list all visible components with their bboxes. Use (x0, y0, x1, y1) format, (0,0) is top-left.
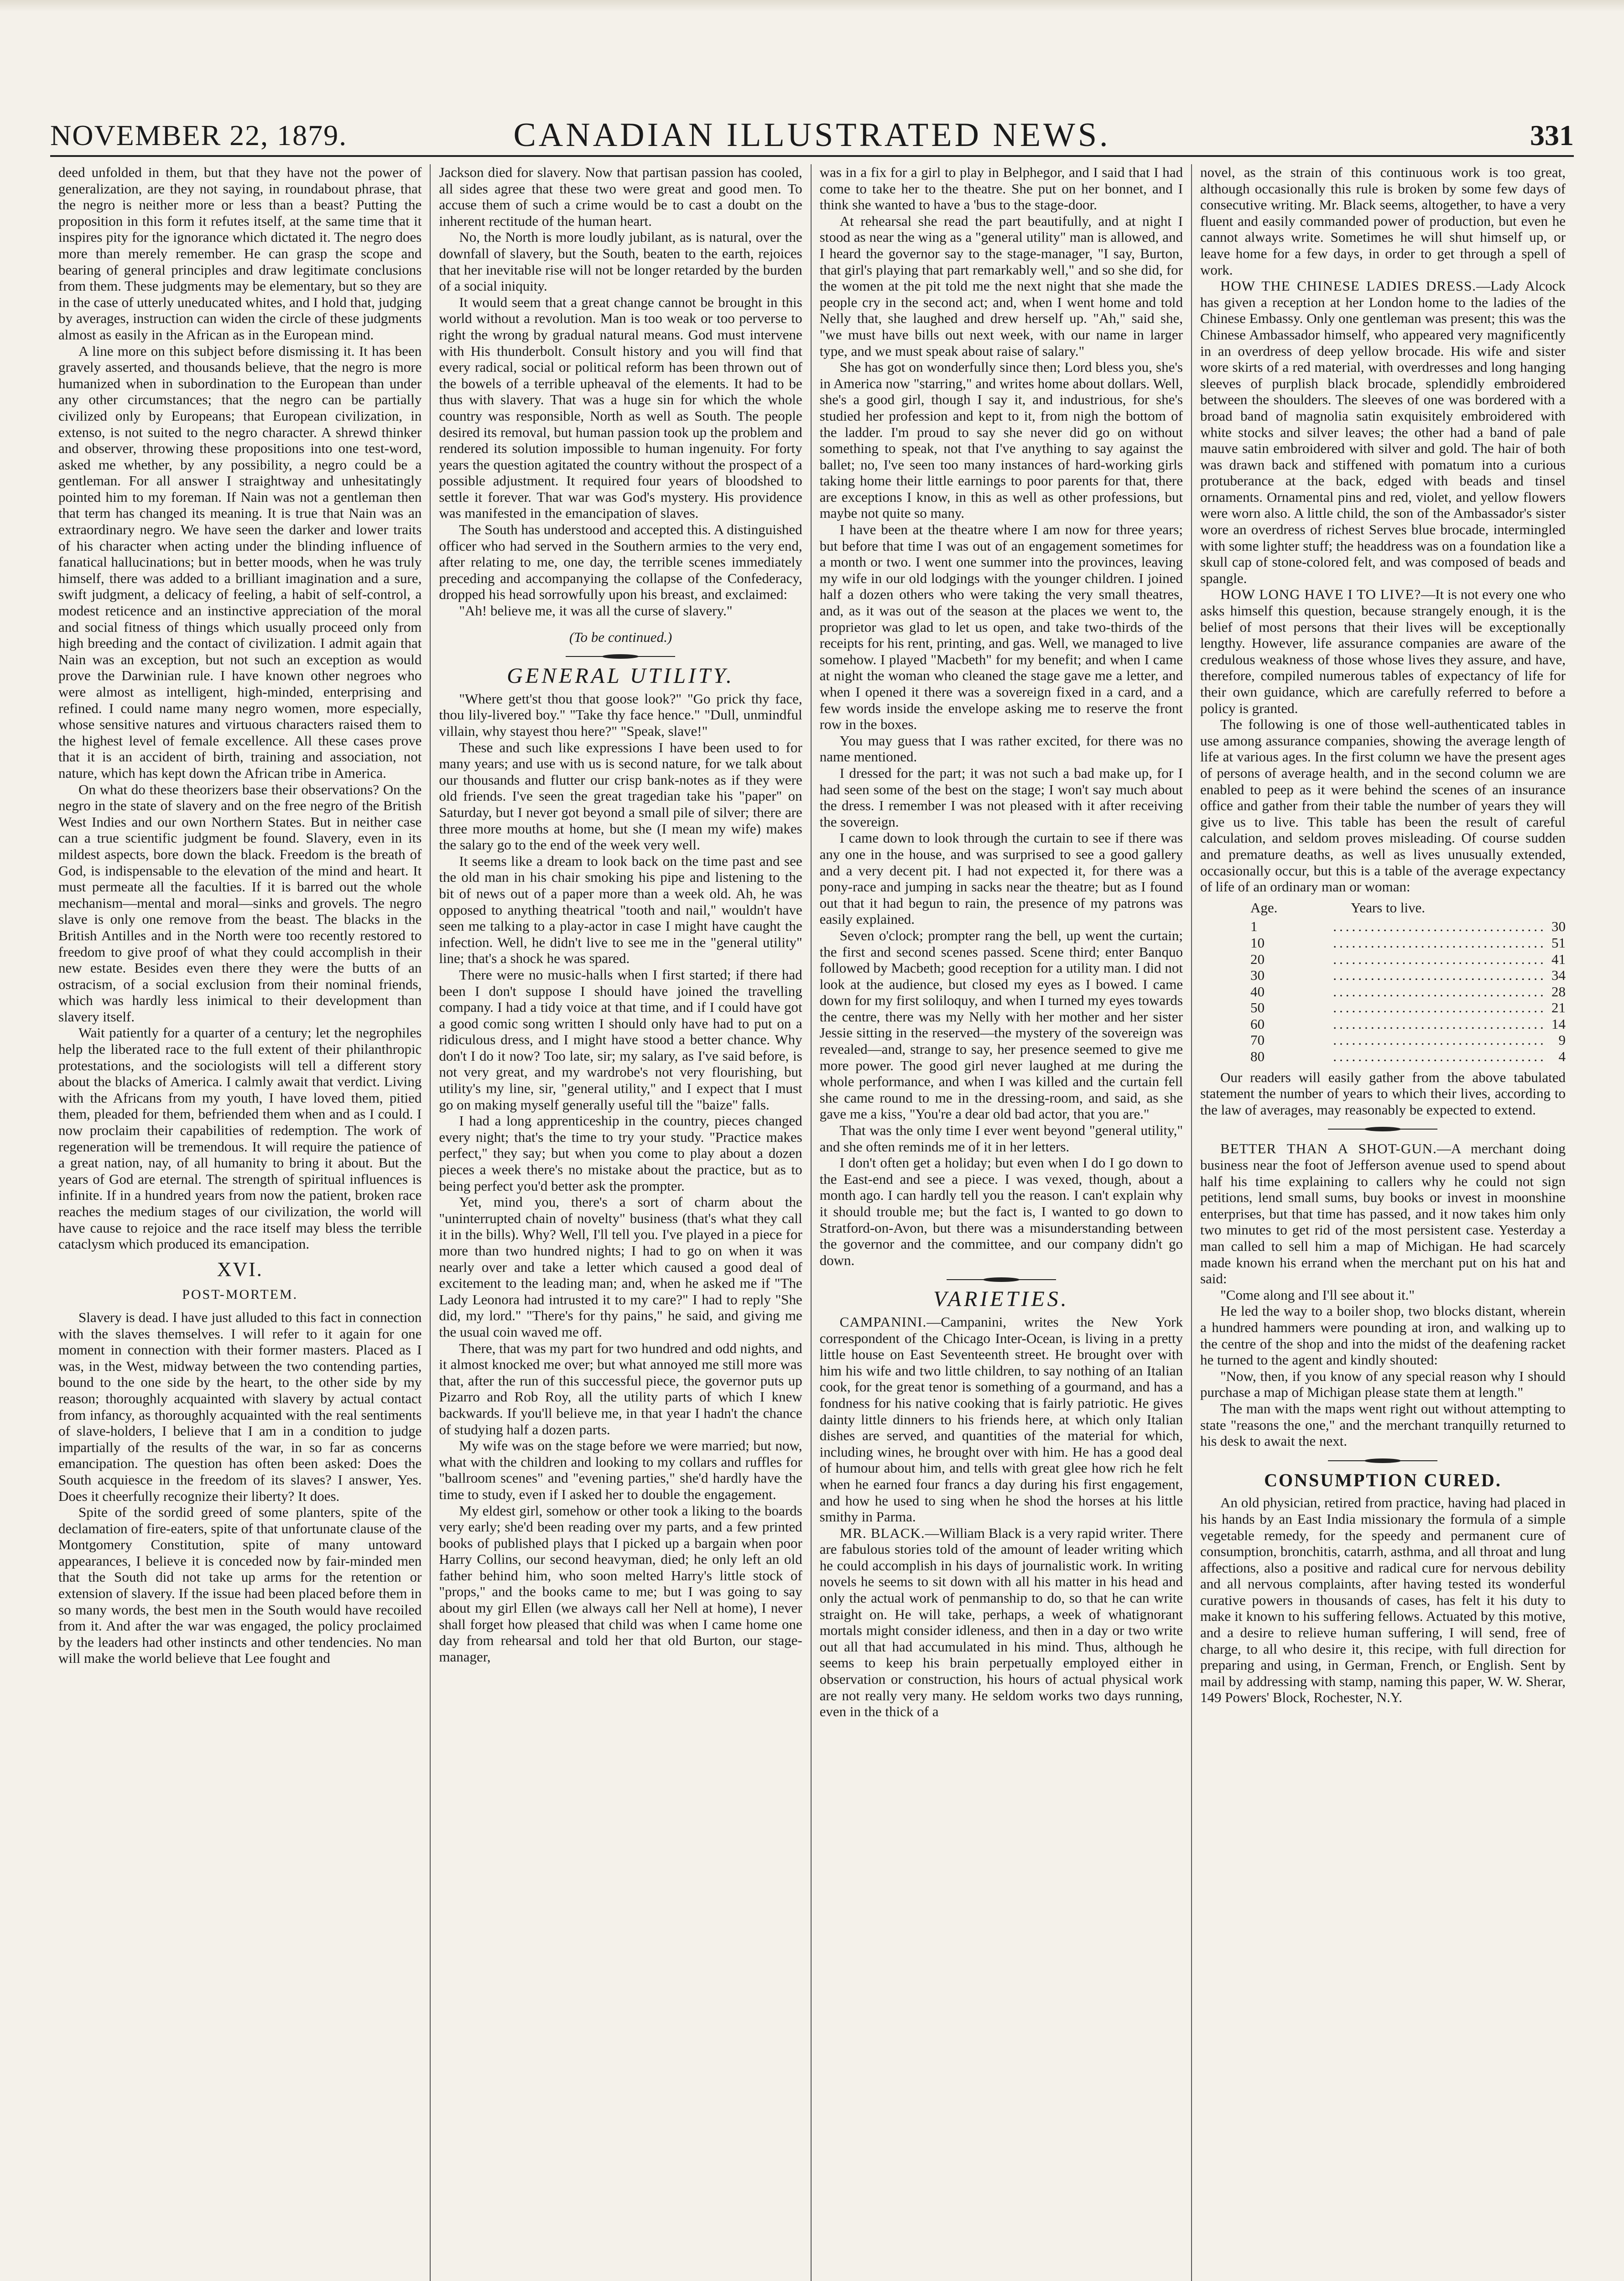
item-text: —Lady Alcock has given a reception at her London home to the ladies of the Chinese Embassy. Only one gentleman was present; this was the Chinese Ambassador himself, who appeared very magnificently in an overdress of deep yellow brocade. His wife and sister wore skirts of a red material, with overdresses and long hanging sleeves of purplish black brocade, splendidly embroidered between the shoulders. The sleeves of one was bordered with a broad band of magnolia satin exquisitely embroidered with white stocks and silver leaves; the other had a band of pale mauve satin embroidered with silver and gold. The hair of both was drawn back and stiffened with pomatum into a curious protuberance at the back, edged with beads and tinsel ornaments. Ornamental pins and red, violet, and yellow flowers were worn also. A little child, the son of the Ambassador's sister wore an overdress of richest Serves blue brocade, intermingled with some lighter stuff; the headdress was on a foundation like a skull cap of stone-colored felt, and was composed of beads and spangle. (1200, 278, 1566, 586)
paragraph: A line more on this subject before dismissing it. It has been gravely asserted, and thousands believe, that the negro is more humanized when in subordination to the European than under any other circumstances; that the negro can be partially civilized only by Europeans; that European civilization, in extenso, is not suited to the negro character. A shrewd thinker and observer, throwing these propositions into one test-word, asked me whether, by any possibility, a negro could be a gentleman. For all answer I straightway and unhesitatingly pointed him to my foreman. If Nain was not a gentleman then that term has changed its meaning. It is true that Nain was an extraordinary negro. We have seen the darker and lower traits of his character when acting under the blinding influence of fanatical hallucinations; but in better moods, when he was truly himself, there was added to a brilliant imagination and a sure, swift judgment, a delicacy of feeling, a habit of self-control, a modest reticence and an instinctive appreciation of the moral and social fitness of things which usually proceed only from high breeding and the contact of civilization. I admit again that Nain was an exception, but not such an exception as would prove the Darwinian rule. I have known other negroes who were almost as intelligent, high-minded, enterprising and refined. I could name many negro women, more especially, whose sensitive natures and virtuous characters raised them to the highest level of female excellence. All these cases prove that it is an accident of birth, training and association, not nature, which has kept down the African tribe in America. (58, 343, 422, 781)
paragraph (1200, 278, 1566, 586)
paragraph: deed unfolded in them, but that they have not the power of generalization, are they not saying, in roundabout phrase, that the negro is neither more or less than a beast? Putting the proposition in this form it refutes itself, at the same time that it inspires pity for the ignorance which dictated it. The negro does more than merely remember. He can grasp the scope and bearing of general principles and draw legitimate conclusions from them. These judgments may be elementary, but so they are in the case of utterly uneducated whites, and I hold that, judging by averages, instruction can widen the circle of these judgments almost as easily in the African as in the European mind. (58, 164, 422, 343)
column-1 (50, 164, 431, 2281)
leader-dots: .................................. (1333, 918, 1546, 935)
paragraph (820, 1314, 1183, 1525)
paragraph: My eldest girl, somehow or other took a liking to the boards very early; she'd been reading over my parts, and a few printed books of published plays that I picked up a bargain when poor Harry Collins, our second heavyman, died; he only left an old father behind him, who soon melted Harry's little stock of "props," and the books came to me; but I was going to say about my girl Ellen (we always call her Nell at home), I never shall forget how pleased that child was when I came home one day from rehearsal and told her that old Burton, our stage-manager, (439, 1502, 802, 1665)
section-divider (1328, 1129, 1437, 1130)
age-cell: 70 (1250, 1032, 1265, 1048)
paragraph: Spite of the sordid greed of some planters, spite of the declamation of fire-eaters, spite of that unfortunate clause of the Montgomery Constitution, spite of many untoward appearances, I believe it is conceded now by fair-minded men that the South did not take up arms for the retention or extension of slavery. If the issue had been placed before them in so many words, the best men in the South would have recoiled from it. And after the war was engaged, the policy proclaimed by the leaders had other instincts and other tendencies. No man will make the world believe that Lee fought and (58, 1504, 422, 1666)
years-cell: 21 (1551, 1000, 1566, 1016)
table-row (1218, 984, 1566, 1000)
paragraph: On what do these theorizers base their observations? On the negro in the state of slavery and on the free negro of the British West Indies and our own Northern States. But in neither case can a true scientific judgment be found. Slavery, even in its mildest aspects, bore down the black. Freedom is the breath of God, is indispensable to the elevation of the mind and heart. It must permeate all the faculties. If it is barred out the whole mechanism—mental and moral—sinks and grovels. The negro slave is only one remove from the beast. The blacks in the British Antilles and in the North were too recently restored to freedom to give proof of what they could accomplish in their new estate. Besides even there they were the butts of an ostracism, of a social exclusion from their nominal friends, which was hardly less inimical to their development than slavery itself. (58, 781, 422, 1025)
table-row (1218, 1000, 1566, 1016)
item-lead: HOW LONG HAVE I TO LIVE? (1220, 586, 1421, 603)
table-row (1218, 1016, 1566, 1032)
table-row (1218, 935, 1566, 951)
table-header (1218, 900, 1566, 916)
years-cell: 30 (1551, 918, 1566, 935)
age-cell: 40 (1250, 983, 1265, 1000)
table-row (1218, 1048, 1566, 1065)
paragraph: "Where gett'st thou that goose look?" "Go prick thy face, thou lily-livered boy." "Take thy face hence." "Dull, unmindful villain, why stayest thou here?" "Speak, slave!" (439, 690, 802, 739)
paragraph: No, the North is more loudly jubilant, as is natural, over the downfall of slavery, but the South, beaten to the earth, rejoices that her inevitable rise will not be longer retarded by the burden of a social iniquity. (439, 229, 802, 294)
article-columns (50, 164, 1574, 2281)
age-cell: 30 (1250, 967, 1265, 984)
paragraph: novel, as the strain of this continuous work is too great, although occasionally this rule is broken by some few days of consecutive writing. Mr. Black seems, altogether, to have a very fluent and easily commanded power of production, but even he cannot always write. Sometimes he will shut himself up, or leave home for a few days, in order to get through a spell of work. (1200, 164, 1566, 278)
leader-dots: .................................. (1333, 967, 1546, 984)
paragraph: Slavery is dead. I have just alluded to this fact in connection with the slaves themselves. I will refer to it again for one moment in connection with their former masters. Placed as I was, in the West, midway between the two contending parties, bound to the one side by the heart, to the other side by my reason; thoroughly acquainted with slavery by actual contact from infancy, as thoroughly acquainted with the real sentiments of slave-holders, I believe that I am in a condition to judge impartially of the results of the war, in so far as concerns emancipation. The question has often been asked: Does the South acquiesce in the freedom of its slaves? I answer, Yes. Does it cheerfully recognize their liberty? It does. (58, 1309, 422, 1504)
years-cell: 14 (1551, 1016, 1566, 1032)
issue-date: NOVEMBER 22, 1879. (50, 119, 348, 151)
column-header-years: Years to live. (1350, 899, 1426, 916)
leader-dots: .................................. (1333, 1000, 1546, 1016)
paragraph: The South has understood and accepted this. A distinguished officer who had served in the Southern armies to the very end, after relating to me, one day, the terrible scenes immediately preceding and accompanying the collapse of the Confederacy, dropped his head sorrowfully upon his breast, and exclaimed: (439, 521, 802, 603)
age-cell: 10 (1250, 934, 1265, 951)
paragraph: "Now, then, if you know of any special reason why I should purchase a map of Michigan please state them at length." (1200, 1368, 1566, 1401)
paragraph (820, 1525, 1183, 1720)
section-divider (947, 1279, 1056, 1280)
leader-dots: .................................. (1333, 1048, 1546, 1065)
paragraph: "Ah! believe me, it was all the curse of slavery." (459, 603, 733, 619)
leader-dots: .................................. (1333, 983, 1546, 1000)
years-cell: 34 (1551, 967, 1566, 984)
paragraph: Seven o'clock; prompter rang the bell, up went the curtain; the first and second scenes passed. Scene third; enter Banquo followed by Macbeth; good reception for a utility man. I did not look at the audience, but closed my eyes as I bowed. I came down for my first soliloquy, and when I turned my eyes towards the centre, there was my Nelly with her mother and her sister Jessie sitting in the reserved—the mystery of the sovereign was revealed—and, strange to say, her presence seemed to give me more power. The good girl never laughed at me during the whole performance, and when I was killed and the curtain fell she came round to me in the dressing-room, and said, as she gave me a kiss, "You're a dear old bad actor, that you are." (819, 927, 1183, 1122)
paragraph: was in a fix for a girl to play in Belphegor, and I said that I had come to take her to the theatre. She put on her bonnet, and I think she wanted to have a 'bus to the stage-door. (819, 164, 1183, 213)
section-heading: GENERAL UTILITY. (507, 664, 734, 688)
table-body (1218, 918, 1566, 1064)
years-cell: 41 (1551, 951, 1566, 967)
paragraph: I dressed for the part; it was not such a bad make up, for I had seen some of the best on the stage; I won't say much about the dress. I remember I was not pleased with it after receiving the sovereign. (819, 765, 1183, 830)
paragraph: She has got on wonderfully since then; Lord bless you, she's in America now "starring," and writes home about dollars. Well, she's a good girl, though I say it, and industrious, for she's studied her profession and kept to it, from nigh the bottom of the ladder. I'm proud to say she never did go on without something to speak, not that I've anything to say against the ballet; no, I've seen too many instances of hard-working girls taking home their little earnings to poor parents for that, there are exceptions I know, in this as well as other professions, but maybe not quite so many. (819, 359, 1183, 521)
leader-dots: .................................. (1333, 1016, 1546, 1032)
paragraph (1200, 586, 1566, 716)
paragraph: Our readers will easily gather from the above tabulated statement the number of years to which their lives, according to the law of averages, may reasonably be expected to extend. (1200, 1069, 1566, 1118)
paragraph: "Come along and I'll see about it." (1220, 1286, 1415, 1303)
paragraph: The following is one of those well-authenticated tables in use among assurance companies, showing the average length of life at various ages. In the first column we have the present ages of persons of average health, and in the second column we are enabled to peep as it were behind the scenes of an insurance office and gather from their table the number of years they will give us to live. This table has been the result of careful calculation, and seldom proves misleading. Of course sudden and premature deaths, as well as lives unusually extended, occasionally occur, but this is a table of the average expectancy of life of an ordinary man or woman: (1200, 716, 1566, 895)
paragraph: There, that was my part for two hundred and odd nights, and it almost knocked me over; but what annoyed me still more was that, after the run of this successful piece, the governor puts up Pizarro and Rob Roy, all the utility parts of which I knew backwards. If you'll believe me, in that year I hadn't the chance of studying half a dozen parts. (439, 1340, 802, 1437)
paragraph: I had a long apprenticeship in the country, pieces changed every night; that's the time to try your study. "Practice makes perfect," they say; but when you come to play about a dozen pieces a week there's no mistake about the practice, but as to being perfect you'd better ask the prompter. (439, 1113, 802, 1194)
paragraph: These and such like expressions I have been used to for many years; and use with us is second nature, for we talk about our thousands and flutter our crisp bank-notes as if they were old friends. I've seen the great tragedian take his "paper" on Saturday, but I never got beyond a small pile of silver; there are three more mouths at home, but she (I mean my wife) makes the salary go to the end of the week very well. (439, 739, 802, 853)
masthead (50, 114, 1574, 157)
section-number: XVI. (217, 1258, 263, 1281)
paragraph: At rehearsal she read the part beautifully, and at night I stood as near the wing as a "general utility" man is allowed, and I heard the governor say to the stage-manager, "I say, Burton, that girl's playing that part remarkably well," and so she did, for the women at the pit told me the next night that she made the people cry in the second act; and, when I went home and told Nelly that, she laughed and drew herself up. "Ah," said she, "we must have bills out next week, with our name in larger type, and we must speak about raise of salary." (819, 213, 1183, 359)
paragraph: The man with the maps went right out without attempting to state "reasons the one," and the merchant tranquilly returned to his desk to await the next. (1200, 1400, 1566, 1449)
paragraph: Jackson died for slavery. Now that partisan passion has cooled, all sides agree that these two were great and good men. To accuse them of such a crime would be to cast a doubt on the inherent rectitude of the human heart. (439, 164, 802, 229)
paragraph: An old physician, retired from practice, having had placed in his hands by an East India missionary the formula of a simple vegetable remedy, for the speedy and permanent cure of consumption, bronchitis, catarrh, asthma, and all throat and lung affections, also a positive and radical cure for nervous debility and all nervous complaints, after having tested its wonderful curative powers in thousands of cases, has felt it his duty to make it known to his suffering fellows. Actuated by this motive, and a desire to relieve human suffering, I will send, free of charge, to all who desire it, this recipe, with full direction for preparing and using, in German, French, or English. Sent by mail by addressing with stamp, naming this paper, W. W. Sherar, 149 Powers' Block, Rochester, N.Y. (1200, 1495, 1566, 1706)
paragraph: My wife was on the stage before we were married; but now, what with the children and looking to my collars and ruffles for "ballroom scenes" and "evening parties," she'd hardly have the time to study, even if I asked her to double the engagement. (439, 1437, 802, 1502)
paragraph (1200, 1140, 1566, 1286)
leader-dots: .................................. (1333, 951, 1546, 967)
years-cell: 4 (1558, 1048, 1566, 1065)
age-cell: 20 (1250, 951, 1265, 967)
paragraph: I have been at the theatre where I am now for three years; but before that time I was out of an engagement sometimes for a month or two. I went one summer into the provinces, leaving my wife in our old lodgings with the younger children. I joined half a dozen others who were taking the very small theatres, and, as it was out of the season at the places we went to, the proprietor was glad to let us open, and take two-thirds of the receipts for his rent, printing, and gas. Well, we managed to live somehow. I played "Macbeth" for my benefit; and when I came at night the woman who cleaned the stage gave me a letter, and when I opened it there was a sovereign fixed in a card, and a few words inside the envelope asking me to reserve the front row in the boxes. (819, 521, 1183, 733)
section-heading: VARIETIES. (933, 1287, 1069, 1312)
section-title: POST-MORTEM. (182, 1287, 298, 1302)
paragraph: Yet, mind you, there's a sort of charm about the "uninterrupted chain of novelty" business (that's what they call it in the bills). Why? Well, I'll tell you. I've played in a piece for more than two hundred nights; I had to go on when it was nearly over and take a letter which caused a good deal of excitement to the leading man; and, when he asked me if "The Lady Leonora had intrusted it to my care?" I had to reply "She did, my lord." "There's for thy pains," he said, and giving me the usual coin waved me off. (439, 1194, 802, 1340)
item-text: —Campanini, writes the New York correspondent of the Chicago Inter-Ocean, is living in a pretty little house on East Seventeenth street. He brought over with him his wife and two little children, to say nothing of an Italian cook, for the great tenor is something of a gourmand, and has a fondness for his native cooking that is fairly patriotic. He gives dainty little dinners to his friends here, at which only Italian dishes are served, and quantities of the material for which, including wines, he brought over with him. He has a good deal of humour about him, and tells with great glee how rich he felt when he earned four francs a day during his first engagement, and how he used to sing when he shod the horses at his little smithy in Parma. (819, 1313, 1183, 1525)
column-4 (1192, 164, 1574, 2281)
paragraph: That was the only time I ever went beyond "general utility," and she often reminds me of it in her letters. (819, 1122, 1183, 1155)
item-text: —William Black is a very rapid writer. There are fabulous stories told of the amount of leader writing which he could accomplish in his days of journalistic work. In writing novels he seems to sit down with all his matter in his head and only the actual work of penmanship to do, so that he can write straight on. He will take, perhaps, a week of whatignorant mortals might consider idleness, and then in a day or two write out all that had accumulated in his mind. Thus, although he seems to keep his brain perpetually employed either in observation or construction, his hours of actual physical work are not really very many. He seldom works two days running, even in the thick of a (819, 1525, 1183, 1720)
item-lead: CAMPANINI. (839, 1313, 927, 1330)
item-lead: MR. BLACK. (839, 1525, 925, 1541)
column-2 (431, 164, 811, 2281)
paragraph: It seems like a dream to look back on the time past and see the old man in his chair smoking his pipe and listening to the bit of news out of a paper more than a week old. Ah, he was opposed to anything theatrical "tooth and nail," wouldn't have seen me talking to a play-actor in case I might have caught the infection. Well, he didn't live to see me in the "general utility" line; that's a shock he was spared. (439, 853, 802, 967)
paragraph: You may guess that I was rather excited, for there was no name mentioned. (819, 732, 1183, 765)
leader-dots: .................................. (1333, 1032, 1546, 1048)
to-be-continued: (To be continued.) (569, 629, 672, 645)
age-cell: 60 (1250, 1016, 1265, 1032)
paragraph: There were no music-halls when I first started; if there had been I don't suppose I should have joined the travelling company. I had a tidy voice at that time, and if I could have got a good comic song written I should only have had to put on a ridiculous dress, and I might have stood a better chance. Why don't I do it now? Too late, sir; my salary, as I've said before, is not very great, and my wardrobe's not very flourishing, but utility's my line, sir, "general utility," and I expect that I must go on making myself generally useful till the "baize" falls. (439, 966, 802, 1113)
item-lead: HOW THE CHINESE LADIES DRESS. (1220, 278, 1477, 294)
item-text: —A merchant doing business near the foot of Jefferson avenue used to spend about half his time explaining to callers why he could not sign petitions, lend small sums, buy books or invest in moonshine enterprises, but that time has passed, and it now takes him only two minutes to get rid of the most persistent case. Yesterday a man called to sell him a map of Michigan. He had scarcely made known his errand when the merchant put on his hat and said: (1200, 1140, 1566, 1287)
item-text: —It is not every one who asks himself this question, because strangely enough, it is the belief of most persons that their lives will be exceptionally lengthy. However, life assurance companies are aware of the credulous weakness of those whose lives they assure, and have, therefore, compiled numerous tables of expectancy of life for their own guidance, which are carefully referred to before a policy is granted. (1200, 586, 1566, 716)
table-row (1218, 1032, 1566, 1048)
section-divider (1328, 1460, 1437, 1461)
newspaper-title: CANADIAN ILLUSTRATED NEWS. (513, 116, 1111, 154)
column-3 (812, 164, 1192, 2281)
years-cell: 9 (1558, 1032, 1566, 1048)
page-fold-shadow (0, 0, 1624, 12)
age-cell: 50 (1250, 1000, 1265, 1016)
paragraph: I came down to look through the curtain to see if there was any one in the house, and was surprised to see a good gallery and a very decent pit. I had not expected it, for there was a pony-race and jumping in sacks near the theatre; but as I found out that it had begun to rain, the presence of my patrons was easily explained. (819, 830, 1183, 927)
life-expectancy-table (1218, 900, 1566, 1065)
paragraph: It would seem that a great change cannot be brought in this world without a revolution. Man is too weak or too perverse to right the wrong by gradual natural means. God must intervene with His thunderbolt. Consult history and you will find that every radical, social or political reform has been thrown out of the bowels of a terrible upheaval of the elements. It had to be thus with slavery. That was a huge sin for which the whole country was responsible, North as well as South. The people desired its removal, but human passion took up the problem and rendered its solution impossible to human ingenuity. For forty years the question agitated the country without the prospect of a possible adjustment. It required four years of bloodshed to settle it forever. That war was God's mystery. His providence was manifested in the emancipation of slaves. (439, 294, 802, 521)
paragraph: Wait patiently for a quarter of a century; let the negrophiles help the liberated race to the full extent of their philanthropic protestations, and the sociologists will tell a different story about the blacks of America. I calmly await that verdict. Living with the Africans from my youth, I have loved them, pitied them, pleaded for them, befriended them when and as I could. I now proclaim their capabilities of redemption. The work of regeneration will be tremendous. It will require the patience of a great nation, nay, of all humanity to bring it about. But the years of God are eternal. The strength of spiritual influences is infinite. If in a hundred years from now the patient, broken race reaches the medium stages of our civilization, the world will have cause to rejoice and the race itself may bless the terrible cataclysm which produced its emancipation. (58, 1025, 422, 1252)
table-row (1218, 967, 1566, 984)
years-cell: 28 (1551, 983, 1566, 1000)
column-header-age: Age. (1250, 899, 1278, 916)
section-heading: CONSUMPTION CURED. (1264, 1469, 1502, 1490)
page-number: 331 (1530, 119, 1574, 151)
paragraph: He led the way to a boiler shop, two blocks distant, wherein a hundred hammers were pounding at iron, and walking up to the centre of the shop and into the midst of the deafening racket he turned to the agent and kindly shouted: (1200, 1303, 1566, 1368)
age-cell: 80 (1250, 1048, 1265, 1065)
table-row (1218, 918, 1566, 935)
item-lead: BETTER THAN A SHOT-GUN. (1220, 1140, 1437, 1157)
section-divider (566, 656, 675, 657)
age-cell: 1 (1250, 918, 1258, 935)
leader-dots: .................................. (1333, 934, 1546, 951)
table-row (1218, 951, 1566, 968)
years-cell: 51 (1551, 934, 1566, 951)
paragraph: I don't often get a holiday; but even when I do I go down to the East-end and see a piece. I was vexed, though, about a month ago. I can hardly tell you the reason. I can't explain why it should trouble me; but the fact is, I wanted to go down to Stratford-on-Avon, but there was a misunderstanding between the governor and the committee, and our company didn't go down. (819, 1155, 1183, 1268)
